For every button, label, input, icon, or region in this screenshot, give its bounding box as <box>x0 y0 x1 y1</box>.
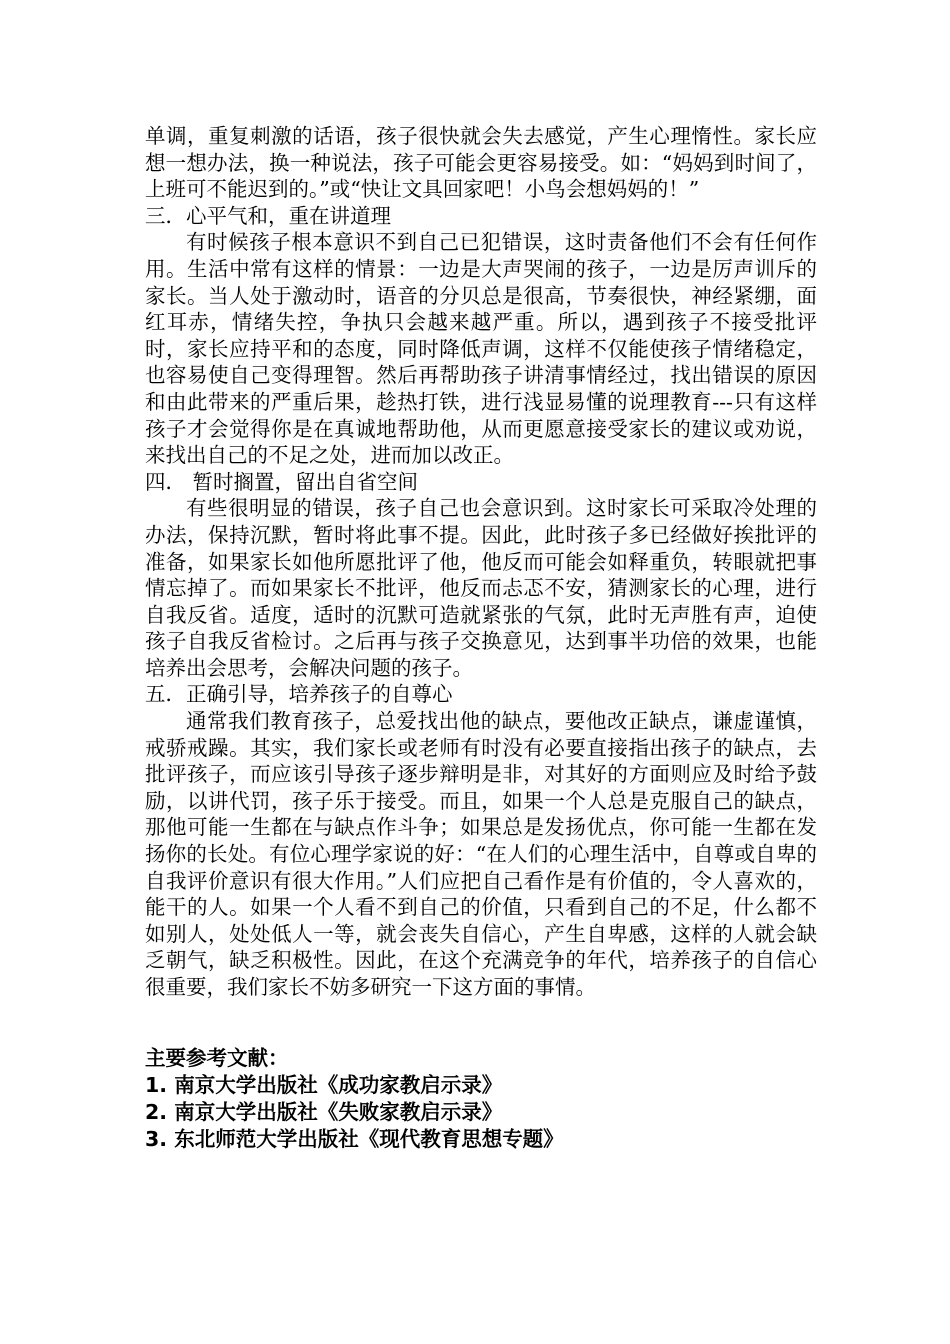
reference-item: 2. 南京大学出版社《失败家教启示录》 <box>145 1099 503 1124</box>
section-3 <box>145 203 817 469</box>
section-heading: 三．心平气和，重在讲道理 <box>145 203 391 228</box>
section-paragraph: 有时候孩子根本意识不到自己已犯错误，这时责备他们不会有任何作用。生活中常有这样的情景：一边是大声哭闹的孩子，一边是厉声训斥的家长。当人处于激动时，语音的分贝总是很高，节奏很快，神经紧绷，面红耳赤，情绪失控，争执只会越来越严重。所以，遇到孩子不接受批评时，家长应持平和的态度，同时降低声调，这样不仅能使孩子情绪稳定，也容易使自己变得理智。然后再帮助孩子讲清事情经过，找出错误的原因和由此带来的严重后果，趁热打铁，进行浅显易懂的说理教育---只有这样孩子才会觉得你是在真诚地帮助他，从而更愿意接受家长的建议或劝说，来找出自己的不足之处，进而加以改正。 <box>145 230 817 468</box>
section-paragraph: 有些很明显的错误，孩子自己也会意识到。这时家长可采取冷处理的办法，保持沉默，暂时将此事不提。因此，此时孩子多已经做好挨批评的准备，如果家长如他所愿批评了他，他反而可能会如释重负，转眼就把事情忘掉了。而如果家长不批评，他反而忐忑不安，猜测家长的心理，进行自我反省。适度，适时的沉默可造就紧张的气氛，此时无声胜有声，迫使孩子自我反省检讨。之后再与孩子交换意见，达到事半功倍的效果，也能培养出会思考，会解决问题的孩子。 <box>145 496 817 680</box>
continuation-paragraph: 单调，重复刺激的话语，孩子很快就会失去感觉，产生心理惰性。家长应想一想办法，换一种说法，孩子可能会更容易接受。如：“妈妈到时间了，上班可不能迟到的。”或“快让文具回家吧！小鸟会想妈妈的！” <box>145 124 817 202</box>
section-5 <box>145 681 817 1000</box>
references <box>145 1045 817 1153</box>
document-page <box>145 123 817 1153</box>
section-paragraph: 通常我们教育孩子，总爱找出他的缺点，要他改正缺点，谦虚谨慎，戒骄戒躁。其实，我们家长或老师有时没有必要直接指出孩子的缺点，去批评孩子，而应该引导孩子逐步辩明是非，对其好的方面则应及时给予鼓励，以讲代罚，孩子乐于接受。而且，如果一个人总是克服自己的缺点，那他可能一生都在与缺点作斗争；如果总是发扬优点，你可能一生都在发扬你的长处。有位心理学家说的好：“在人们的心理生活中，自尊或自卑的自我评价意识有很大作用。”人们应把自己看作是有价值的，令人喜欢的，能干的人。如果一个人看不到自己的价值，只看到自己的不足，什么都不如别人，处处低人一等，就会丧失自信心，产生自卑感，这样的人就会缺乏朝气，缺乏积极性。因此，在这个充满竞争的年代，培养孩子的自信心很重要，我们家长不妨多研究一下这方面的事情。 <box>145 709 817 999</box>
section-heading: 四． 暂时搁置，留出自省空间 <box>145 469 419 494</box>
reference-item: 3. 东北师范大学出版社《现代教育思想专题》 <box>145 1126 564 1151</box>
references-title: 主要参考文献： <box>145 1045 289 1070</box>
section-4 <box>145 469 817 682</box>
reference-item: 1. 南京大学出版社《成功家教启示录》 <box>145 1072 503 1097</box>
section-heading: 五．正确引导，培养孩子的自尊心 <box>145 682 453 707</box>
